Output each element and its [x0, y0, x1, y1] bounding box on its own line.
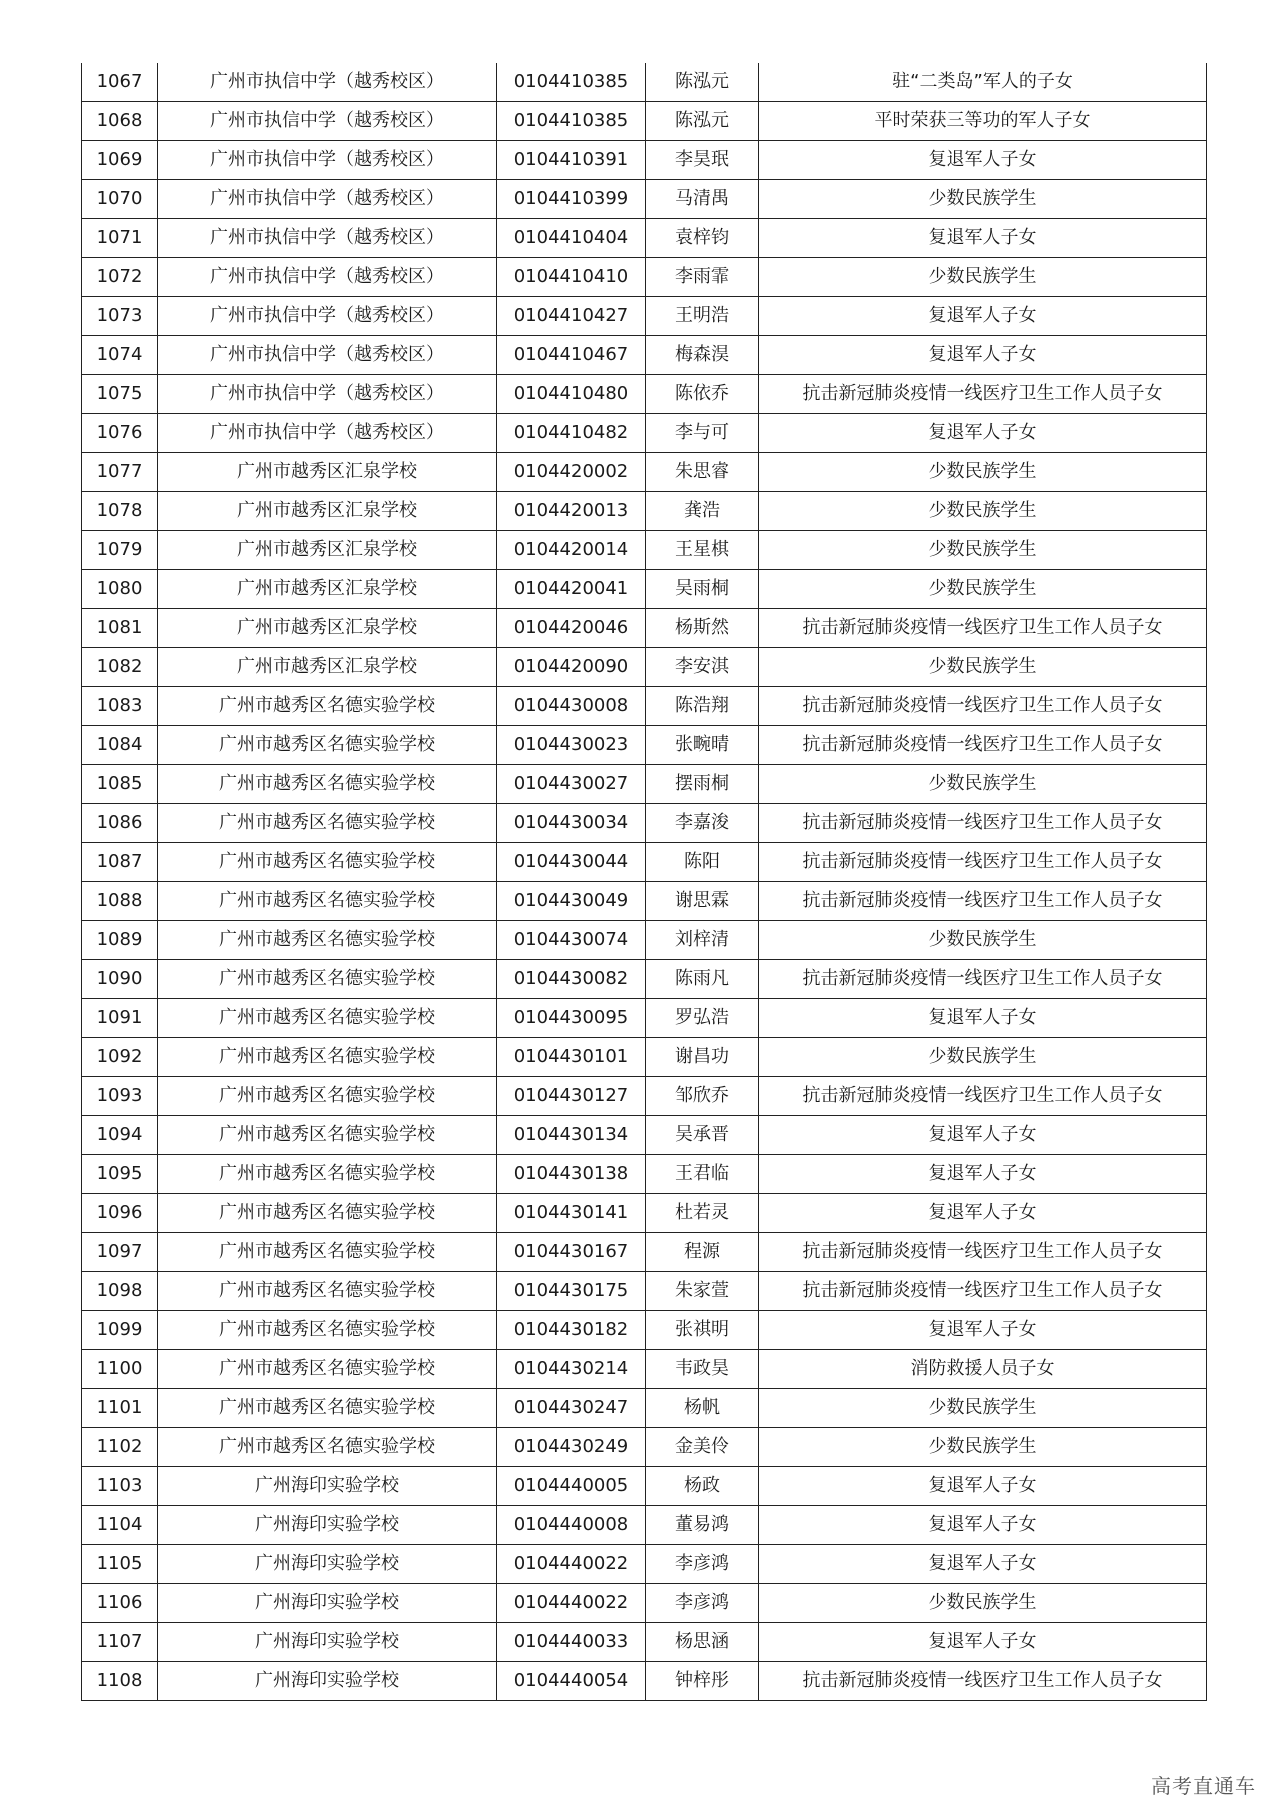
cell-category: 抗击新冠肺炎疫情一线医疗卫生工作人员子女 [759, 687, 1207, 726]
cell-student-id: 0104440022 [497, 1545, 646, 1584]
cell-student-name: 杨思涵 [646, 1623, 759, 1662]
cell-school: 广州市越秀区名德实验学校 [158, 765, 497, 804]
cell-school: 广州市越秀区名德实验学校 [158, 1194, 497, 1233]
cell-category: 平时荣获三等功的军人子女 [759, 102, 1207, 141]
cell-student-id: 0104410399 [497, 180, 646, 219]
cell-student-name: 吴雨桐 [646, 570, 759, 609]
table-row [82, 843, 1207, 882]
table-row [82, 999, 1207, 1038]
cell-category: 抗击新冠肺炎疫情一线医疗卫生工作人员子女 [759, 1272, 1207, 1311]
cell-seq: 1100 [82, 1350, 158, 1389]
table-row [82, 765, 1207, 804]
cell-seq: 1071 [82, 219, 158, 258]
cell-student-name: 吴承晋 [646, 1116, 759, 1155]
cell-student-id: 0104430044 [497, 843, 646, 882]
cell-seq: 1095 [82, 1155, 158, 1194]
cell-category: 复退军人子女 [759, 414, 1207, 453]
table-row [82, 258, 1207, 297]
cell-seq: 1079 [82, 531, 158, 570]
cell-seq: 1092 [82, 1038, 158, 1077]
cell-student-id: 0104430023 [497, 726, 646, 765]
cell-school: 广州市越秀区名德实验学校 [158, 921, 497, 960]
cell-student-id: 0104410410 [497, 258, 646, 297]
cell-category: 少数民族学生 [759, 1038, 1207, 1077]
table-row [82, 531, 1207, 570]
cell-category: 复退军人子女 [759, 999, 1207, 1038]
cell-student-name: 李彦鸿 [646, 1584, 759, 1623]
cell-seq: 1091 [82, 999, 158, 1038]
cell-school: 广州市越秀区汇泉学校 [158, 531, 497, 570]
cell-category: 少数民族学生 [759, 1584, 1207, 1623]
cell-school: 广州市越秀区名德实验学校 [158, 726, 497, 765]
cell-category: 驻“二类岛”军人的子女 [759, 63, 1207, 102]
table-row [82, 1272, 1207, 1311]
cell-student-name: 邹欣乔 [646, 1077, 759, 1116]
cell-student-id: 0104410385 [497, 102, 646, 141]
cell-student-id: 0104410427 [497, 297, 646, 336]
cell-student-name: 梅森淏 [646, 336, 759, 375]
cell-student-id: 0104430141 [497, 1194, 646, 1233]
cell-school: 广州海印实验学校 [158, 1545, 497, 1584]
cell-category: 抗击新冠肺炎疫情一线医疗卫生工作人员子女 [759, 375, 1207, 414]
cell-category: 少数民族学生 [759, 921, 1207, 960]
table-row [82, 492, 1207, 531]
table-row [82, 219, 1207, 258]
cell-student-name: 陈雨凡 [646, 960, 759, 999]
cell-category: 少数民族学生 [759, 648, 1207, 687]
table-row [82, 1428, 1207, 1467]
cell-student-id: 0104420090 [497, 648, 646, 687]
cell-seq: 1074 [82, 336, 158, 375]
cell-seq: 1069 [82, 141, 158, 180]
table-row [82, 1467, 1207, 1506]
cell-student-name: 王星棋 [646, 531, 759, 570]
cell-seq: 1086 [82, 804, 158, 843]
cell-student-name: 马清禺 [646, 180, 759, 219]
cell-student-name: 李与可 [646, 414, 759, 453]
cell-seq: 1088 [82, 882, 158, 921]
cell-student-id: 0104430082 [497, 960, 646, 999]
cell-category: 抗击新冠肺炎疫情一线医疗卫生工作人员子女 [759, 726, 1207, 765]
cell-seq: 1098 [82, 1272, 158, 1311]
cell-student-name: 李嘉浚 [646, 804, 759, 843]
cell-student-name: 杨政 [646, 1467, 759, 1506]
cell-student-name: 李安淇 [646, 648, 759, 687]
cell-school: 广州市越秀区汇泉学校 [158, 609, 497, 648]
cell-seq: 1078 [82, 492, 158, 531]
cell-student-name: 王君临 [646, 1155, 759, 1194]
table-row [82, 687, 1207, 726]
table-row [82, 882, 1207, 921]
table-row [82, 648, 1207, 687]
cell-seq: 1072 [82, 258, 158, 297]
cell-student-name: 张祺明 [646, 1311, 759, 1350]
cell-seq: 1082 [82, 648, 158, 687]
cell-category: 复退军人子女 [759, 1311, 1207, 1350]
table-row [82, 570, 1207, 609]
cell-school: 广州市越秀区名德实验学校 [158, 1155, 497, 1194]
cell-seq: 1081 [82, 609, 158, 648]
cell-student-name: 谢思霖 [646, 882, 759, 921]
cell-seq: 1084 [82, 726, 158, 765]
table-row [82, 1350, 1207, 1389]
cell-student-id: 0104420041 [497, 570, 646, 609]
cell-seq: 1070 [82, 180, 158, 219]
cell-category: 抗击新冠肺炎疫情一线医疗卫生工作人员子女 [759, 1662, 1207, 1701]
cell-category: 复退军人子女 [759, 1623, 1207, 1662]
cell-student-name: 杨帆 [646, 1389, 759, 1428]
cell-seq: 1089 [82, 921, 158, 960]
cell-student-id: 0104410482 [497, 414, 646, 453]
cell-seq: 1076 [82, 414, 158, 453]
cell-seq: 1101 [82, 1389, 158, 1428]
cell-student-id: 0104410480 [497, 375, 646, 414]
cell-category: 复退军人子女 [759, 1116, 1207, 1155]
cell-school: 广州市越秀区汇泉学校 [158, 570, 497, 609]
table-row [82, 1233, 1207, 1272]
cell-seq: 1105 [82, 1545, 158, 1584]
cell-seq: 1104 [82, 1506, 158, 1545]
cell-student-id: 0104430138 [497, 1155, 646, 1194]
cell-school: 广州市越秀区名德实验学校 [158, 960, 497, 999]
cell-student-name: 罗弘浩 [646, 999, 759, 1038]
cell-category: 抗击新冠肺炎疫情一线医疗卫生工作人员子女 [759, 1077, 1207, 1116]
table-row [82, 1662, 1207, 1701]
table-row [82, 1038, 1207, 1077]
cell-school: 广州海印实验学校 [158, 1623, 497, 1662]
cell-student-id: 0104430034 [497, 804, 646, 843]
cell-category: 抗击新冠肺炎疫情一线医疗卫生工作人员子女 [759, 882, 1207, 921]
cell-school: 广州海印实验学校 [158, 1506, 497, 1545]
cell-seq: 1073 [82, 297, 158, 336]
table-row [82, 1155, 1207, 1194]
cell-school: 广州市执信中学（越秀校区） [158, 102, 497, 141]
table-row [82, 180, 1207, 219]
cell-category: 少数民族学生 [759, 531, 1207, 570]
cell-student-name: 陈泓元 [646, 63, 759, 102]
cell-student-name: 龚浩 [646, 492, 759, 531]
watermark-text: 高考直通车 [1151, 1774, 1256, 1798]
cell-seq: 1077 [82, 453, 158, 492]
cell-category: 复退军人子女 [759, 1467, 1207, 1506]
table-row [82, 1116, 1207, 1155]
cell-category: 少数民族学生 [759, 1428, 1207, 1467]
cell-student-name: 金美伶 [646, 1428, 759, 1467]
table-row [82, 1623, 1207, 1662]
cell-school: 广州市越秀区名德实验学校 [158, 1233, 497, 1272]
cell-student-id: 0104410467 [497, 336, 646, 375]
cell-seq: 1108 [82, 1662, 158, 1701]
cell-category: 抗击新冠肺炎疫情一线医疗卫生工作人员子女 [759, 609, 1207, 648]
cell-category: 少数民族学生 [759, 1389, 1207, 1428]
cell-school: 广州市越秀区名德实验学校 [158, 1389, 497, 1428]
table-row [82, 804, 1207, 843]
table-row [82, 1389, 1207, 1428]
cell-seq: 1102 [82, 1428, 158, 1467]
cell-school: 广州市越秀区汇泉学校 [158, 492, 497, 531]
cell-seq: 1085 [82, 765, 158, 804]
table-row [82, 1506, 1207, 1545]
cell-student-name: 摆雨桐 [646, 765, 759, 804]
table-row [82, 453, 1207, 492]
cell-school: 广州市越秀区名德实验学校 [158, 882, 497, 921]
cell-school: 广州市越秀区名德实验学校 [158, 1350, 497, 1389]
cell-school: 广州市越秀区名德实验学校 [158, 1077, 497, 1116]
cell-school: 广州市执信中学（越秀校区） [158, 297, 497, 336]
table-row [82, 1311, 1207, 1350]
cell-student-name: 陈泓元 [646, 102, 759, 141]
cell-school: 广州海印实验学校 [158, 1584, 497, 1623]
cell-category: 复退军人子女 [759, 1545, 1207, 1584]
cell-student-id: 0104410404 [497, 219, 646, 258]
table-row [82, 414, 1207, 453]
cell-category: 复退军人子女 [759, 1155, 1207, 1194]
cell-school: 广州市越秀区名德实验学校 [158, 687, 497, 726]
table-row [82, 336, 1207, 375]
table-row [82, 63, 1207, 102]
cell-student-id: 0104430249 [497, 1428, 646, 1467]
table-row [82, 1077, 1207, 1116]
cell-student-name: 谢昌功 [646, 1038, 759, 1077]
cell-student-name: 韦政昊 [646, 1350, 759, 1389]
cell-student-id: 0104430182 [497, 1311, 646, 1350]
cell-school: 广州市越秀区名德实验学校 [158, 1311, 497, 1350]
cell-student-id: 0104440022 [497, 1584, 646, 1623]
results-table [81, 63, 1207, 1701]
cell-student-id: 0104440033 [497, 1623, 646, 1662]
cell-seq: 1103 [82, 1467, 158, 1506]
cell-student-id: 0104420013 [497, 492, 646, 531]
cell-school: 广州市越秀区名德实验学校 [158, 1428, 497, 1467]
cell-seq: 1090 [82, 960, 158, 999]
cell-seq: 1087 [82, 843, 158, 882]
cell-student-name: 李彦鸿 [646, 1545, 759, 1584]
cell-category: 少数民族学生 [759, 492, 1207, 531]
cell-student-name: 陈阳 [646, 843, 759, 882]
table-row [82, 921, 1207, 960]
table-row [82, 102, 1207, 141]
cell-student-id: 0104430214 [497, 1350, 646, 1389]
cell-student-name: 李昊珉 [646, 141, 759, 180]
cell-student-name: 陈依乔 [646, 375, 759, 414]
cell-category: 复退军人子女 [759, 1506, 1207, 1545]
cell-student-name: 程源 [646, 1233, 759, 1272]
cell-seq: 1107 [82, 1623, 158, 1662]
cell-school: 广州海印实验学校 [158, 1467, 497, 1506]
cell-student-id: 0104410391 [497, 141, 646, 180]
table-row [82, 297, 1207, 336]
cell-school: 广州市越秀区名德实验学校 [158, 843, 497, 882]
cell-student-id: 0104430049 [497, 882, 646, 921]
cell-student-name: 钟梓彤 [646, 1662, 759, 1701]
table-row [82, 1545, 1207, 1584]
cell-category: 复退军人子女 [759, 297, 1207, 336]
cell-school: 广州市执信中学（越秀校区） [158, 414, 497, 453]
cell-school: 广州市执信中学（越秀校区） [158, 141, 497, 180]
cell-student-id: 0104420014 [497, 531, 646, 570]
cell-seq: 1106 [82, 1584, 158, 1623]
cell-school: 广州市执信中学（越秀校区） [158, 258, 497, 297]
cell-category: 复退军人子女 [759, 1194, 1207, 1233]
cell-student-name: 董易鸿 [646, 1506, 759, 1545]
cell-student-name: 张畹晴 [646, 726, 759, 765]
cell-category: 少数民族学生 [759, 180, 1207, 219]
cell-seq: 1093 [82, 1077, 158, 1116]
cell-category: 复退军人子女 [759, 219, 1207, 258]
cell-student-name: 王明浩 [646, 297, 759, 336]
cell-category: 少数民族学生 [759, 570, 1207, 609]
cell-school: 广州市执信中学（越秀校区） [158, 180, 497, 219]
cell-student-id: 0104430095 [497, 999, 646, 1038]
cell-student-id: 0104430247 [497, 1389, 646, 1428]
table-row [82, 960, 1207, 999]
cell-school: 广州市越秀区名德实验学校 [158, 804, 497, 843]
cell-student-id: 0104440054 [497, 1662, 646, 1701]
cell-seq: 1096 [82, 1194, 158, 1233]
table-row [82, 1194, 1207, 1233]
cell-category: 复退军人子女 [759, 336, 1207, 375]
cell-category: 抗击新冠肺炎疫情一线医疗卫生工作人员子女 [759, 1233, 1207, 1272]
cell-seq: 1083 [82, 687, 158, 726]
cell-student-id: 0104440005 [497, 1467, 646, 1506]
table-row [82, 141, 1207, 180]
cell-seq: 1099 [82, 1311, 158, 1350]
cell-category: 消防救援人员子女 [759, 1350, 1207, 1389]
cell-student-id: 0104410385 [497, 63, 646, 102]
table-row [82, 609, 1207, 648]
cell-school: 广州市越秀区名德实验学校 [158, 999, 497, 1038]
cell-student-id: 0104430167 [497, 1233, 646, 1272]
cell-seq: 1068 [82, 102, 158, 141]
table-row [82, 375, 1207, 414]
cell-category: 少数民族学生 [759, 765, 1207, 804]
cell-student-name: 朱思睿 [646, 453, 759, 492]
cell-student-id: 0104430127 [497, 1077, 646, 1116]
cell-school: 广州市执信中学（越秀校区） [158, 375, 497, 414]
cell-category: 少数民族学生 [759, 258, 1207, 297]
cell-school: 广州市越秀区名德实验学校 [158, 1116, 497, 1155]
cell-seq: 1094 [82, 1116, 158, 1155]
cell-school: 广州市执信中学（越秀校区） [158, 63, 497, 102]
cell-school: 广州市执信中学（越秀校区） [158, 219, 497, 258]
cell-student-id: 0104430008 [497, 687, 646, 726]
cell-school: 广州市越秀区汇泉学校 [158, 648, 497, 687]
cell-student-id: 0104430027 [497, 765, 646, 804]
cell-student-id: 0104430101 [497, 1038, 646, 1077]
cell-student-name: 袁梓钧 [646, 219, 759, 258]
cell-school: 广州市越秀区名德实验学校 [158, 1038, 497, 1077]
cell-student-name: 李雨霏 [646, 258, 759, 297]
cell-student-id: 0104430134 [497, 1116, 646, 1155]
cell-category: 抗击新冠肺炎疫情一线医疗卫生工作人员子女 [759, 960, 1207, 999]
results-table-body [82, 63, 1207, 1701]
cell-school: 广州市执信中学（越秀校区） [158, 336, 497, 375]
cell-student-name: 朱家萱 [646, 1272, 759, 1311]
cell-seq: 1097 [82, 1233, 158, 1272]
cell-school: 广州海印实验学校 [158, 1662, 497, 1701]
cell-student-id: 0104420046 [497, 609, 646, 648]
cell-seq: 1075 [82, 375, 158, 414]
cell-category: 抗击新冠肺炎疫情一线医疗卫生工作人员子女 [759, 843, 1207, 882]
cell-student-name: 陈浩翔 [646, 687, 759, 726]
cell-school: 广州市越秀区汇泉学校 [158, 453, 497, 492]
cell-student-id: 0104440008 [497, 1506, 646, 1545]
cell-category: 少数民族学生 [759, 453, 1207, 492]
cell-school: 广州市越秀区名德实验学校 [158, 1272, 497, 1311]
cell-category: 复退军人子女 [759, 141, 1207, 180]
cell-category: 抗击新冠肺炎疫情一线医疗卫生工作人员子女 [759, 804, 1207, 843]
cell-student-name: 杨斯然 [646, 609, 759, 648]
cell-student-name: 杜若灵 [646, 1194, 759, 1233]
table-row [82, 1584, 1207, 1623]
cell-student-id: 0104430175 [497, 1272, 646, 1311]
cell-student-name: 刘梓清 [646, 921, 759, 960]
cell-seq: 1067 [82, 63, 158, 102]
cell-seq: 1080 [82, 570, 158, 609]
cell-student-id: 0104420002 [497, 453, 646, 492]
table-row [82, 726, 1207, 765]
cell-student-id: 0104430074 [497, 921, 646, 960]
